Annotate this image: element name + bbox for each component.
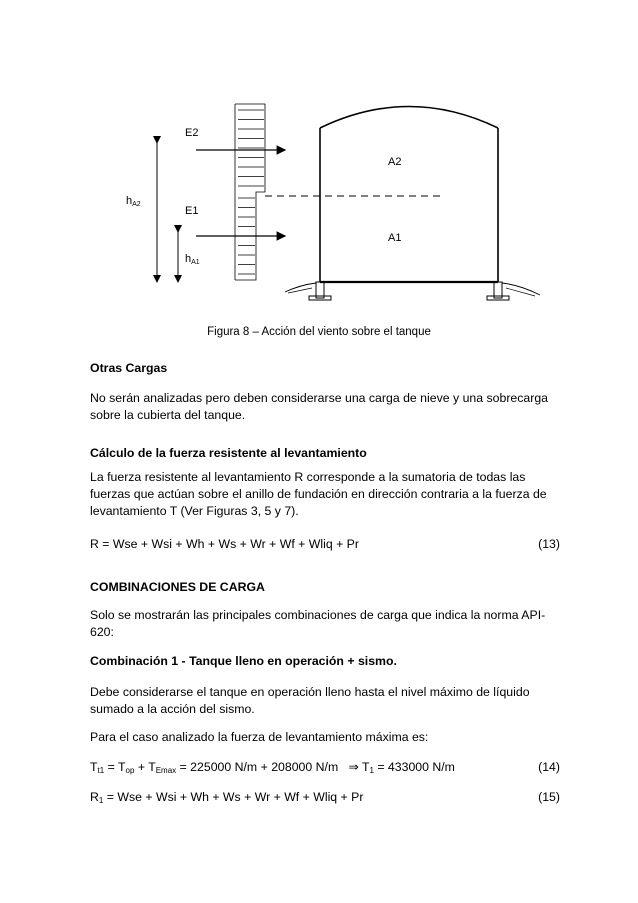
label-E1: E1 xyxy=(185,205,199,217)
paragraph-combinacion-1a: Debe considerarse el tanque en operación lleno hasta el nivel máximo de líquido sumado a la acción del sismo. xyxy=(90,685,530,716)
equation-14: Tt1 = Top + TEmax = 225000 N/m + 208000 N/m ⇒ T1 = 433000 N/m (14) xyxy=(90,760,560,775)
paragraph-combinaciones: Solo se mostrarán las principales combinaciones de carga que indica la norma API-620: xyxy=(90,608,546,639)
label-hA2: hA2 xyxy=(126,195,141,208)
heading-calculo: Cálculo de la fuerza resistente al levantamiento xyxy=(90,446,367,460)
wind-load-figure xyxy=(0,0,638,320)
heading-otras-cargas: Otras Cargas xyxy=(90,361,168,375)
equation-13-number: (13) xyxy=(538,537,560,551)
heading-combinaciones: COMBINACIONES DE CARGA xyxy=(90,580,265,594)
paragraph-otras-cargas: No serán analizadas pero deben considerarse una carga de nieve y una sobrecarga sobre la cubierta del tanque. xyxy=(90,391,549,422)
label-A2: A2 xyxy=(388,156,402,168)
equation-15-number: (15) xyxy=(538,790,560,804)
equation-15: R1 = Wse + Wsi + Wh + Ws + Wr + Wf + Wliq + Pr (15) xyxy=(90,790,560,805)
label-hA1: hA1 xyxy=(185,253,200,266)
wind-pressure-profile xyxy=(235,104,265,280)
label-A1: A1 xyxy=(388,232,402,244)
equation-13: R = Wse + Wsi + Wh + Ws + Wr + Wf + Wliq + Pr (13) xyxy=(90,537,560,551)
heading-combinacion-1: Combinación 1 - Tanque lleno en operación + sismo. xyxy=(90,654,397,668)
equation-14-number: (14) xyxy=(538,760,560,774)
paragraph-calculo: La fuerza resistente al levantamiento R corresponde a la sumatoria de todas las fuerzas que actúan sobre el anillo de fundación en dirección contraria a la fuerza de levantamiento T (Ver Figuras 3, 5 y 7). xyxy=(90,470,547,518)
tank xyxy=(265,107,540,301)
implies-arrow: ⇒ xyxy=(348,760,359,774)
paragraph-combinacion-1b: Para el caso analizado la fuerza de levantamiento máxima es: xyxy=(90,730,429,744)
figure-caption: Figura 8 – Acción del viento sobre el tanque xyxy=(207,326,431,338)
label-E2: E2 xyxy=(185,127,199,139)
